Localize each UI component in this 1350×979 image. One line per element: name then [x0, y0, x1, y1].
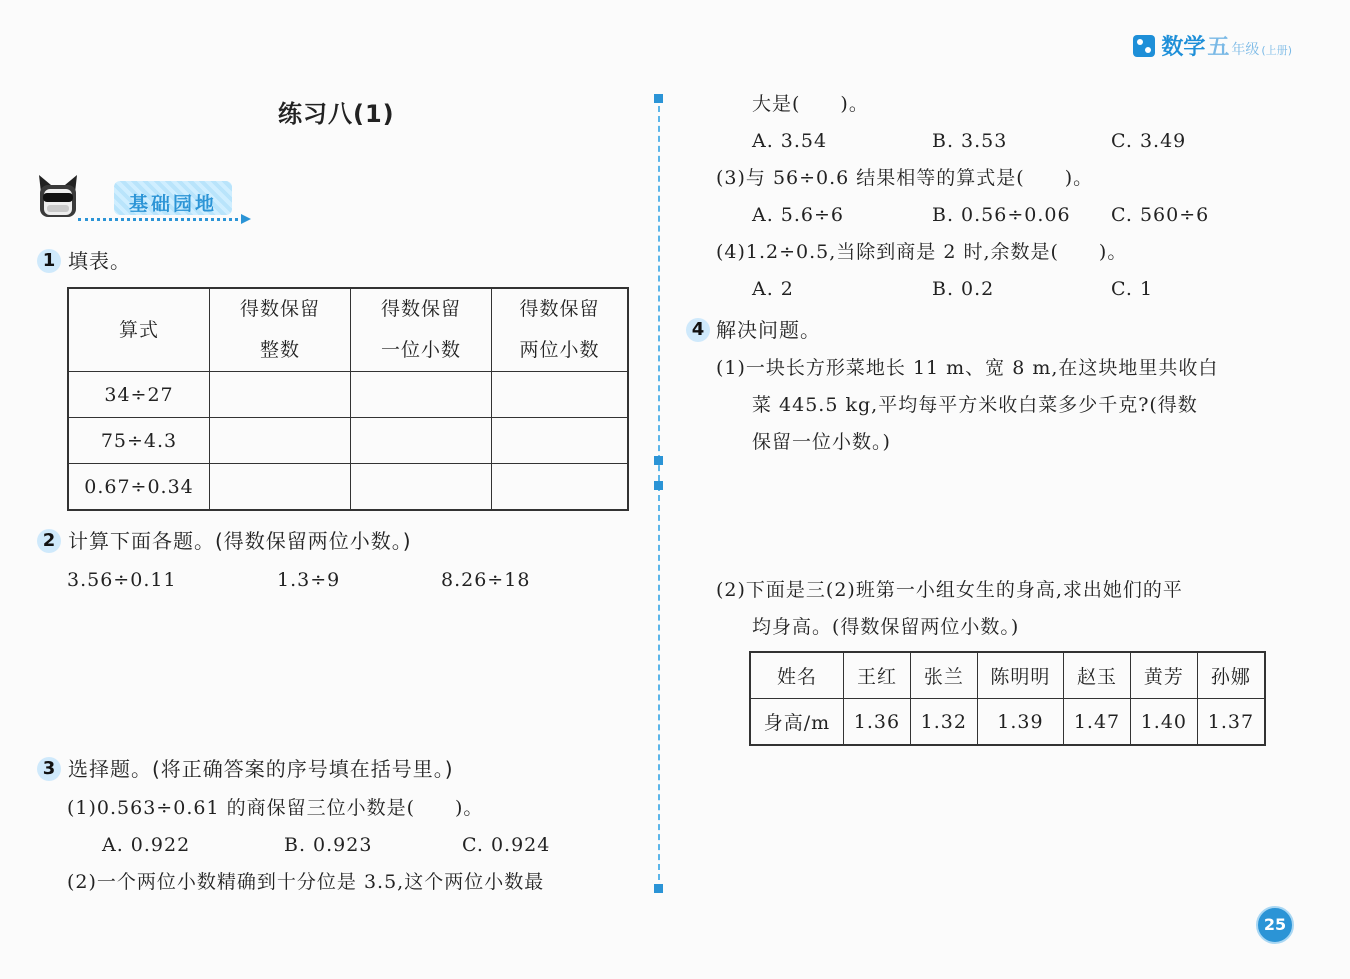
badge-label: 基础园地 — [129, 193, 218, 215]
answer-cell[interactable] — [492, 464, 629, 511]
expression-cell: 0.67÷0.34 — [68, 464, 210, 511]
fill-in-table — [67, 287, 629, 511]
page-divider — [658, 96, 660, 890]
problem-text: 保留一位小数。) — [752, 431, 891, 453]
header-text: 一位小数 — [380, 339, 461, 361]
choice-stem: (1)0.563÷0.61 的商保留三位小数是( )。 — [67, 797, 484, 819]
table-row — [68, 464, 628, 511]
brand-subject: 数学 — [1161, 35, 1206, 60]
row-label-cell: 身高/m — [750, 699, 844, 746]
brand-logo-icon — [1133, 35, 1155, 57]
answer-cell[interactable] — [210, 372, 351, 418]
choice-stem: (4)1.2÷0.5,当除到商是 2 时,余数是( )。 — [716, 241, 1128, 263]
height-table — [749, 651, 1266, 746]
height-cell: 1.47 — [1064, 699, 1131, 746]
choice-stem: 大是( )。 — [752, 93, 869, 115]
choice-option: A. 2 — [752, 278, 794, 300]
table-row — [750, 699, 1265, 746]
choice-option: B. 0.56÷0.06 — [932, 204, 1071, 226]
divider-marker — [654, 94, 663, 103]
name-cell: 孙娜 — [1197, 652, 1265, 699]
section-title: 练习八(1) — [278, 100, 395, 128]
header-cell-two-decimal — [492, 288, 629, 372]
row-label-cell: 姓名 — [750, 652, 844, 699]
page-number: 25 — [1256, 906, 1294, 944]
name-cell: 陈明明 — [977, 652, 1063, 699]
brand-grade: 五 — [1207, 35, 1230, 60]
question-number-2: 2 — [37, 529, 61, 553]
calc-item: 3.56÷0.11 — [67, 569, 177, 591]
calc-item: 8.26÷18 — [441, 569, 531, 591]
section-badge — [36, 173, 226, 231]
choice-option: B. 3.53 — [932, 130, 1008, 152]
height-cell: 1.39 — [977, 699, 1063, 746]
table-row — [68, 372, 628, 418]
header-cell-expression — [68, 288, 210, 372]
header-text: 两位小数 — [519, 339, 600, 361]
question-number-1: 1 — [37, 249, 61, 273]
answer-cell[interactable] — [210, 418, 351, 464]
brand-volume: (上册) — [1261, 44, 1292, 57]
height-cell: 1.37 — [1197, 699, 1265, 746]
expression-cell: 34÷27 — [68, 372, 210, 418]
choice-option: C. 3.49 — [1111, 130, 1187, 152]
problem-text: (1)一块长方形菜地长 11 m、宽 8 m,在这块地里共收白 — [716, 357, 1219, 379]
question-number-4: 4 — [686, 318, 710, 342]
name-cell: 黄芳 — [1130, 652, 1197, 699]
question-2-title: 计算下面各题。(得数保留两位小数。) — [68, 529, 412, 553]
expression-cell: 75÷4.3 — [68, 418, 210, 464]
choice-option: B. 0.2 — [932, 278, 995, 300]
arrow-right-icon — [241, 214, 251, 224]
choice-stem: (3)与 56÷0.6 结果相等的算式是( )。 — [716, 167, 1094, 189]
badge-dotted-line — [78, 218, 244, 221]
choice-option: A. 3.54 — [752, 130, 828, 152]
answer-cell[interactable] — [351, 418, 492, 464]
calc-item: 1.3÷9 — [277, 569, 341, 591]
problem-text: 均身高。(得数保留两位小数。) — [752, 616, 1020, 638]
header-text: 得数保留 — [239, 298, 320, 320]
table-header-row — [68, 288, 628, 372]
problem-text: (2)下面是三(2)班第一小组女生的身高,求出她们的平 — [716, 579, 1183, 601]
header-text: 算式 — [118, 318, 159, 341]
question-4-title: 解决问题。 — [716, 318, 821, 342]
header-text: 整数 — [259, 339, 300, 361]
answer-cell[interactable] — [351, 464, 492, 511]
answer-cell[interactable] — [492, 372, 629, 418]
choice-option: A. 0.922 — [102, 834, 191, 856]
panda-mascot-icon — [38, 173, 78, 219]
header-text: 得数保留 — [519, 298, 600, 320]
brand-header — [1133, 30, 1292, 61]
divider-marker — [654, 884, 663, 893]
question-3-title: 选择题。(将正确答案的序号填在括号里。) — [68, 757, 454, 781]
answer-cell[interactable] — [351, 372, 492, 418]
question-1-title: 填表。 — [68, 249, 131, 273]
choice-option: C. 0.924 — [462, 834, 551, 856]
choice-option: C. 560÷6 — [1111, 204, 1210, 226]
choice-option: B. 0.923 — [284, 834, 373, 856]
height-cell: 1.32 — [910, 699, 977, 746]
height-cell: 1.36 — [844, 699, 911, 746]
problem-text: 菜 445.5 kg,平均每平方米收白菜多少千克?(得数 — [752, 394, 1198, 416]
answer-cell[interactable] — [492, 418, 629, 464]
name-cell: 赵玉 — [1064, 652, 1131, 699]
header-cell-one-decimal — [351, 288, 492, 372]
table-row — [68, 418, 628, 464]
choice-option: A. 5.6÷6 — [752, 204, 845, 226]
header-cell-integer — [210, 288, 351, 372]
answer-cell[interactable] — [210, 464, 351, 511]
header-text: 得数保留 — [380, 298, 461, 320]
name-cell: 张兰 — [910, 652, 977, 699]
name-cell: 王红 — [844, 652, 911, 699]
height-cell: 1.40 — [1130, 699, 1197, 746]
table-row — [750, 652, 1265, 699]
divider-marker — [654, 481, 663, 490]
brand-year: 年级 — [1231, 42, 1260, 58]
choice-stem: (2)一个两位小数精确到十分位是 3.5,这个两位小数最 — [67, 871, 545, 893]
question-number-3: 3 — [37, 757, 61, 781]
choice-option: C. 1 — [1111, 278, 1154, 300]
divider-marker — [654, 456, 663, 465]
badge-pill — [114, 181, 232, 215]
